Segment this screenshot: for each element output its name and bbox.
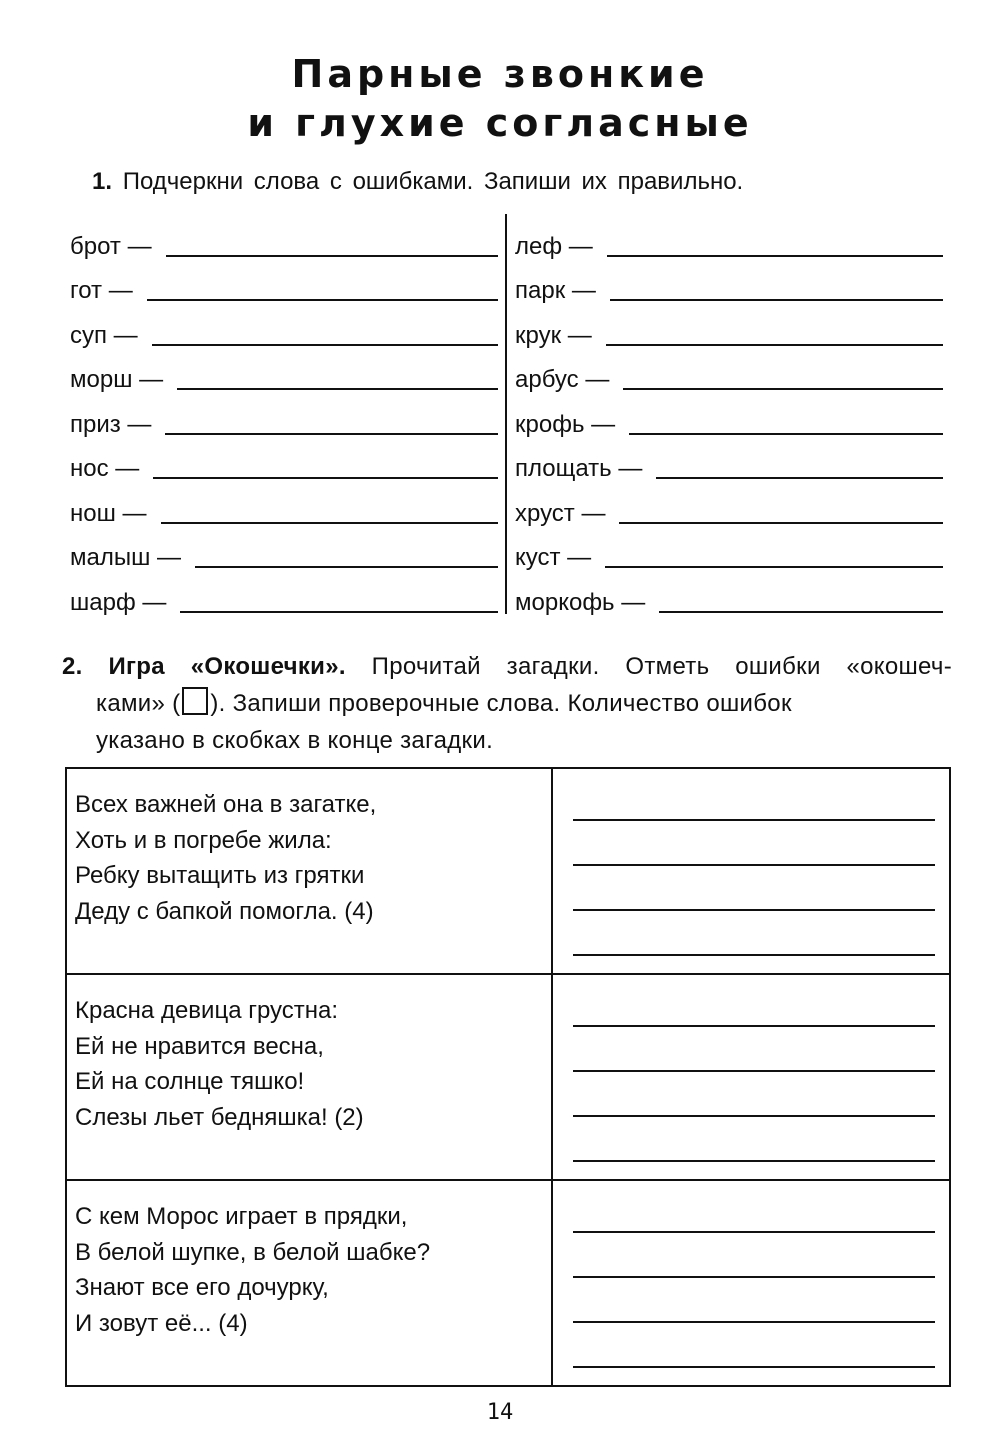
word-row — [515, 307, 943, 352]
task2-line-3 — [62, 722, 952, 759]
word-row — [515, 530, 943, 575]
word-label: моркофь — — [515, 588, 646, 616]
answer-line[interactable] — [195, 566, 498, 568]
word-row — [515, 218, 943, 263]
riddle-line: Хоть и в погребе жила: — [75, 826, 332, 854]
word-label: нош — — [70, 499, 147, 527]
riddle-line: Ребку вытащить из грятки — [75, 862, 365, 889]
riddle-line: Слезы льет бедняшка! (2) — [75, 1103, 364, 1131]
answer-line[interactable] — [656, 477, 943, 479]
word-row — [515, 263, 943, 308]
column-divider — [505, 214, 507, 614]
word-label: арбус — — [515, 366, 610, 393]
answer-line[interactable] — [573, 1278, 935, 1323]
page-title-line-2: и глухие согласные — [247, 101, 753, 145]
answer-line[interactable] — [166, 255, 498, 257]
word-row — [70, 263, 498, 308]
word-label: парк — — [515, 277, 596, 304]
word-column-left — [70, 218, 498, 619]
riddle-line: Всех важней она в загатке, — [75, 791, 377, 818]
word-row — [70, 218, 498, 263]
riddle-line: В белой шупке, в белой шабке? — [75, 1238, 431, 1266]
riddle-line: С кем Морос играет в прядки, — [75, 1203, 408, 1230]
answer-line[interactable] — [177, 388, 498, 390]
word-row — [70, 485, 498, 530]
riddle-row — [66, 1180, 950, 1386]
answer-line[interactable] — [629, 433, 943, 435]
answer-line[interactable] — [619, 522, 943, 524]
riddles-table — [65, 767, 951, 1387]
riddle-line: Знают все его дочурку, — [75, 1274, 329, 1301]
riddle-text — [66, 974, 552, 1180]
riddle-answer-cell — [552, 1180, 950, 1386]
word-label: малыш — — [70, 544, 182, 571]
answer-line[interactable] — [573, 769, 935, 821]
page-number: 14 — [486, 1400, 514, 1425]
word-row — [515, 352, 943, 397]
word-row — [515, 396, 943, 441]
riddle-line: Ей не нравится весна, — [75, 1032, 324, 1060]
word-label: морш — — [70, 366, 164, 393]
task2-number: 2. — [62, 653, 83, 680]
answer-line[interactable] — [147, 299, 498, 301]
answer-line[interactable] — [605, 566, 943, 568]
word-label: нос — — [70, 455, 140, 482]
answer-line[interactable] — [573, 1027, 935, 1072]
task2-text-d: указано в скобках в конце загадки. — [96, 727, 494, 754]
task2-text-c: ). Запиши проверочные слова. Количество ошибок — [210, 690, 792, 717]
answer-line[interactable] — [573, 1323, 935, 1368]
word-label: суп — — [70, 321, 138, 349]
task2-text-b: ками» ( — [96, 690, 181, 717]
task2-game-title: Игра «Окошечки». — [108, 653, 346, 680]
word-row — [70, 307, 498, 352]
word-column-right — [515, 218, 943, 619]
task1-number: 1. — [92, 168, 113, 195]
word-label: шарф — — [70, 588, 167, 616]
word-row — [515, 485, 943, 530]
word-label: куст — — [515, 544, 592, 571]
word-label: гот — — [70, 277, 133, 304]
riddle-line: Деду с бапкой помогла. (4) — [75, 897, 374, 925]
riddle-answer-cell — [552, 768, 950, 974]
word-label: крук — — [515, 321, 592, 349]
word-label: приз — — [70, 410, 152, 438]
riddle-row — [66, 974, 950, 1180]
word-row — [70, 396, 498, 441]
word-label: брот — — [70, 232, 152, 260]
task2-line-2 — [62, 685, 952, 722]
answer-line[interactable] — [573, 821, 935, 866]
answer-line[interactable] — [573, 1117, 935, 1162]
word-row — [515, 441, 943, 486]
word-row — [70, 352, 498, 397]
answer-line[interactable] — [659, 611, 943, 613]
riddle-line: Красна девица грустна: — [75, 997, 339, 1024]
window-box-icon — [182, 687, 208, 715]
word-row — [70, 441, 498, 486]
answer-line[interactable] — [152, 344, 498, 346]
word-row — [515, 574, 943, 619]
answer-line[interactable] — [606, 344, 943, 346]
riddle-text — [66, 768, 552, 974]
task2-text-a: Прочитай загадки. Отметь ошибки «окошеч- — [371, 653, 952, 680]
answer-line[interactable] — [573, 1181, 935, 1233]
riddle-line: И зовут её... (4) — [75, 1309, 248, 1337]
answer-line[interactable] — [180, 611, 498, 613]
riddle-line: Ей на солнце тяшко! — [75, 1068, 305, 1095]
answer-line[interactable] — [161, 522, 498, 524]
riddle-row — [66, 768, 950, 974]
task2-instructions — [62, 648, 952, 759]
answer-line[interactable] — [623, 388, 943, 390]
word-label: площать — — [515, 455, 643, 482]
answer-line[interactable] — [607, 255, 943, 257]
answer-line[interactable] — [573, 911, 935, 956]
task1-instruction: Подчеркни слова с ошибками. Запиши их правильно. — [122, 168, 744, 195]
answer-line[interactable] — [573, 1072, 935, 1117]
word-row — [70, 530, 498, 575]
task2-line-1 — [62, 648, 952, 685]
word-label: крофь — — [515, 410, 616, 438]
answer-line[interactable] — [573, 866, 935, 911]
answer-line[interactable] — [573, 975, 935, 1027]
word-label: хруст — — [515, 499, 606, 527]
task1-heading — [92, 168, 743, 196]
answer-line[interactable] — [153, 477, 498, 479]
answer-line[interactable] — [165, 433, 498, 435]
word-row — [70, 574, 498, 619]
answer-line[interactable] — [573, 1233, 935, 1278]
riddle-answer-cell — [552, 974, 950, 1180]
answer-line[interactable] — [610, 299, 943, 301]
page-title-line-1: Парные звонкие — [291, 52, 709, 96]
word-label: леф — — [515, 232, 593, 260]
riddle-text — [66, 1180, 552, 1386]
